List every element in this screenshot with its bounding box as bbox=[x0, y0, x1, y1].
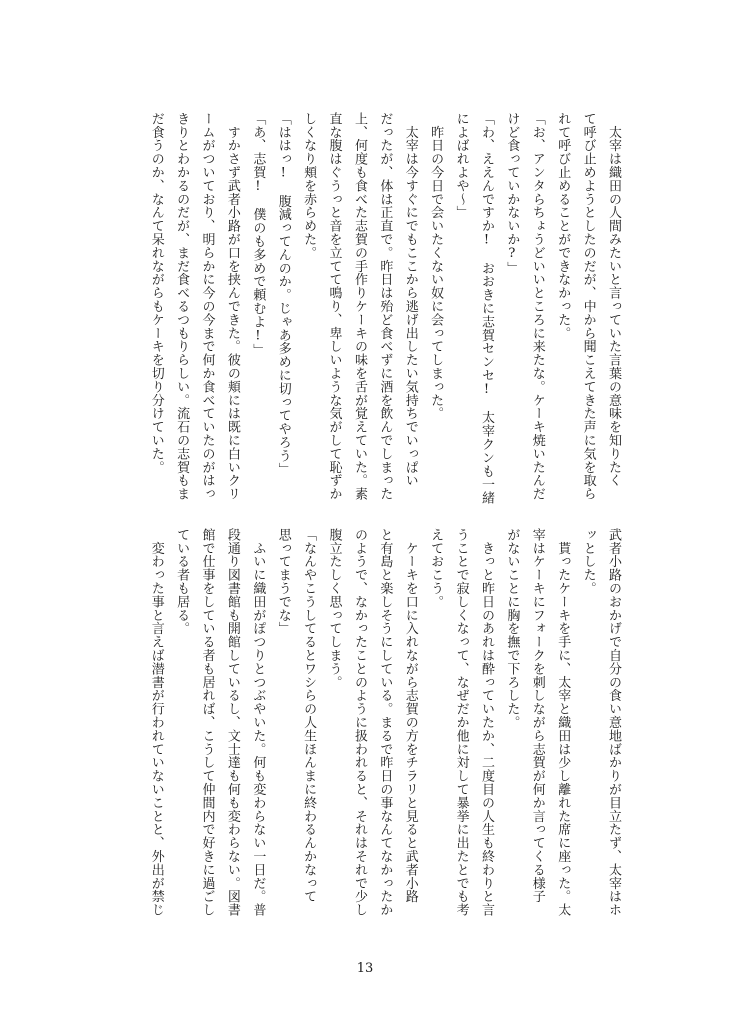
text-line: 太宰は今すぐにでもここから逃げ出したい気持ちでいっぱい bbox=[402, 112, 418, 488]
text-line: うことで寂しくなって、なぜだか他に対して暴挙に出たとでも考 bbox=[453, 528, 469, 917]
text-line: 直な腹はぐうっと音を立てて鳴り、卑しいような気がして恥ずか bbox=[326, 112, 342, 501]
top-text-block bbox=[148, 112, 626, 505]
text-line: だったが、体は正直で。昨日は殆ど食べずに酒を飲んでしまった bbox=[377, 112, 393, 501]
text-line: 宰はケーキにフォークを刺しながら志賀が何か言ってくる様子 bbox=[529, 528, 545, 904]
text-line: ケーキを口に入れながら志賀の方をチラリと見ると武者小路 bbox=[402, 528, 418, 904]
text-line: 武者小路のおかげで自分の食い意地ばかりが目立たず、太宰はホ bbox=[606, 528, 621, 917]
text-line: 上、何度も食べた志賀の手作りケーキの味を舌が覚えていた。素 bbox=[351, 112, 367, 501]
text-line: 「なんやこうしてるとワシらの人生ほんまに終わるんかなって bbox=[301, 528, 317, 904]
text-line: のようで、なかったことのように扱われると、それはそれで少し bbox=[351, 528, 367, 917]
text-line: がないことに胸を撫で下ろした。 bbox=[504, 528, 520, 729]
text-line: ている者も居る。 bbox=[174, 528, 190, 636]
text-line: 「ははっ! 腹減ってんのか。じゃあ多めに切ってやろう」 bbox=[275, 112, 291, 476]
text-line: ッとした。 bbox=[580, 528, 596, 595]
text-line: 「お、アンタらちょうどいいところに来たな。ケーキ焼いたんだ bbox=[529, 112, 545, 501]
text-line: れて呼び止めることができなかった。 bbox=[555, 112, 571, 340]
text-line: けど食っていかないか?」 bbox=[504, 112, 520, 275]
text-line: 貰ったケーキを手に、太宰と織田は少し離れた席に座った。太 bbox=[555, 528, 571, 917]
bottom-text-block bbox=[148, 528, 626, 926]
text-line: 「わ、ええんですか! おおきに志賀センセ! 太宰クンも一緒 bbox=[478, 112, 494, 505]
text-line: て呼び止めようとしたのだが、中から聞こえてきた声に気を取ら bbox=[580, 112, 596, 501]
text-line: きっと昨日のあれは酔っていたか、二度目の人生も終わりと言 bbox=[478, 528, 494, 917]
text-line: えておこう。 bbox=[428, 528, 444, 609]
text-line: 館で仕事をしている者も居れば、こうして仲間内で好きに過ごし bbox=[199, 528, 215, 917]
text-line: 太宰は織田の人間みたいと言っていた言葉の意味を知りたく bbox=[606, 112, 621, 488]
page-number: 13 bbox=[356, 961, 374, 976]
text-line: きりとわかるのだが、まだ食べるつもりらしい。流石の志賀もま bbox=[174, 112, 190, 501]
text-line: によばれよや～」 bbox=[453, 112, 469, 220]
text-line: ームがついており、明らかに今の今まで何か食べていたのがはっ bbox=[199, 112, 215, 501]
text-line: 昨日の今日で会いたくない奴に会ってしまった。 bbox=[428, 112, 444, 421]
text-line: と有島と楽しそうにしている。まるで昨日の事なんてなかったか bbox=[377, 528, 393, 917]
text-line: 変わった事と言えば潜書が行われていないことと、外出が禁じ bbox=[148, 528, 164, 917]
text-line: しくなり頬を赤らめた。 bbox=[301, 112, 317, 260]
text-line: すかさず武者小路が口を挟んできた。彼の頬には既に白いクリ bbox=[224, 112, 240, 501]
text-line: 腹立たしく思ってしまう。 bbox=[326, 528, 342, 689]
text-line: 思ってまうでな」 bbox=[275, 528, 291, 636]
text-line: 「あ、志賀! 僕のも多めで頼むよ!」 bbox=[250, 112, 266, 358]
text-line: だ食うのか、なんて呆れながらもケーキを切り分けていた。 bbox=[148, 112, 164, 474]
text-line: 段通り図書館も開館しているし、文士達も何も変わらない。図書 bbox=[224, 528, 240, 917]
text-line: ふいに織田がぽつりとつぶやいた。何も変わらない一日だ。普 bbox=[250, 528, 266, 917]
